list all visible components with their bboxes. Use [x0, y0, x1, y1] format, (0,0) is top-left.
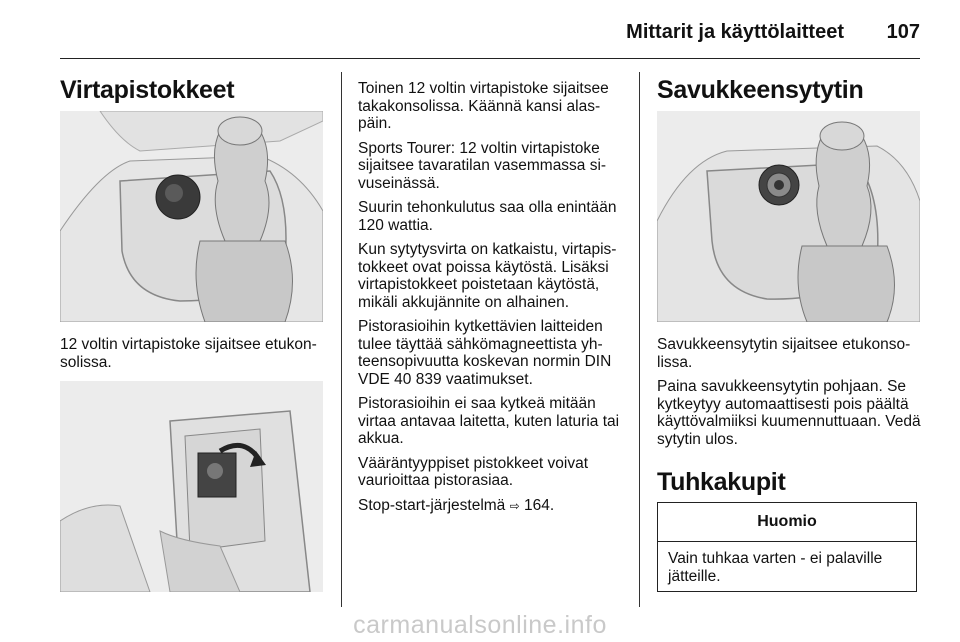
note-body: Vain tuhkaa varten - ei palaville jätteille.	[668, 550, 883, 585]
paragraph: Paina savukkeensytytin pohjaan. Se kytkeytyy automaattisesti pois päältä käyttövalmiiksi kuumennuttuaan. Vedä sytytin ulos.	[657, 378, 921, 448]
paragraph: Savukkeensytytin sijaitsee etukonso-lissa.	[657, 336, 911, 371]
xref-label: Stop-start-järjestelmä	[358, 496, 506, 514]
cross-reference[interactable]	[358, 497, 626, 516]
heading-savukkeensytytin: Savukkeensytytin	[657, 76, 864, 104]
heading-virtapistokkeet: Virtapistokkeet	[60, 76, 235, 104]
paragraph: Suurin tehonkulutus saa olla enintään 120 wattia.	[358, 199, 617, 234]
page-number: 107	[886, 21, 920, 43]
paragraph: Sports Tourer: 12 voltin virtapistoke sijaitsee tavaratilan vasemmassa si-vuseinässä.	[358, 139, 607, 192]
heading-tuhkakupit: Tuhkakupit	[657, 468, 786, 496]
section-title: Mittarit ja käyttölaitteet	[626, 21, 844, 43]
arrow-right-icon: ⇨	[509, 498, 520, 513]
front-socket-illustration	[60, 111, 323, 322]
note-title: Huomio	[658, 503, 916, 542]
note-box	[657, 502, 917, 592]
rear-socket-illustration	[60, 381, 323, 592]
page-header	[60, 0, 920, 62]
paragraph: Vääräntyyppiset pistokkeet voivat vaurioittaa pistorasiaa.	[358, 454, 589, 489]
cigarette-lighter-illustration	[657, 111, 920, 322]
caption-front-socket: 12 voltin virtapistoke sijaitsee etukon-solissa.	[60, 336, 317, 371]
paragraph: Kun sytytysvirta on katkaistu, virtapis-tokkeet ovat poissa käytöstä. Lisäksi virtapistokkeet poistetaan käytöstä, mikäli akkujännite on alhainen.	[358, 241, 617, 311]
paragraph: Pistorasioihin kytkettävien laitteiden tulee täyttää sähkömagneettista yh-teensopivuutta koskevan normin DIN VDE 40 839 vaatimukset.	[358, 318, 612, 388]
column-2-text	[358, 80, 626, 522]
column-3-text	[657, 336, 925, 455]
column-divider-1	[341, 72, 342, 607]
header-divider	[60, 58, 920, 59]
column-divider-2	[639, 72, 640, 607]
xref-page: 164.	[523, 496, 555, 514]
paragraph: Pistorasioihin ei saa kytkeä mitään virtaa antavaa laitetta, kuten laturia tai akkua.	[358, 395, 620, 447]
watermark: carmanualsonline.info	[353, 611, 607, 639]
paragraph: Toinen 12 voltin virtapistoke sijaitsee takakonsolissa. Käännä kansi alas-päin.	[358, 80, 609, 132]
